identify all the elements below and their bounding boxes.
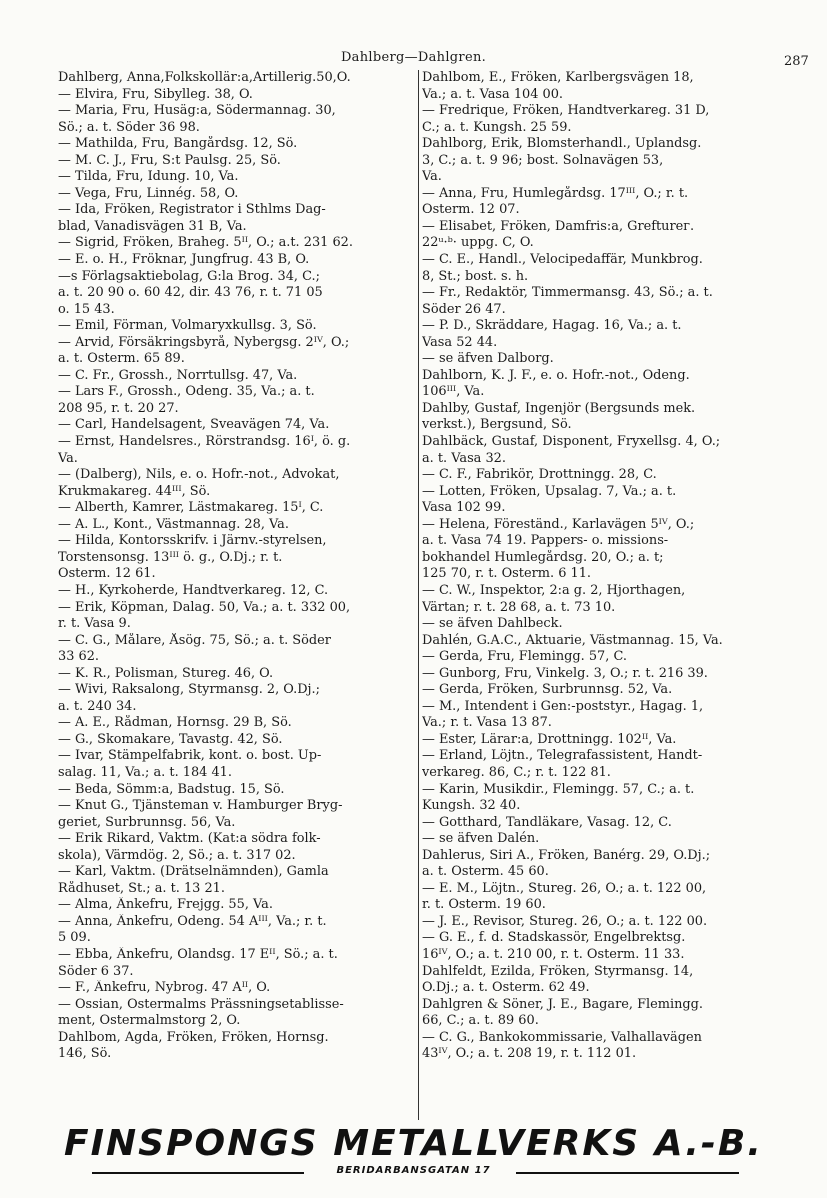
directory-entry-line: Österm. 12 61.	[58, 566, 156, 582]
directory-entry-line: — Sigrid, Fröken, Braheg. 5ᴵᴵ, Ö.; a.t. 231 62.	[58, 235, 353, 251]
directory-entry-line: — Fredrique, Fröken, Handtverkareg. 31 D,	[422, 103, 710, 119]
directory-entry-line: 3, C.; a. t. 9 96; bost. Solnavägen 53,	[422, 152, 664, 168]
directory-entry-line: — Gunborg, Fru, Vinkelg. 3, Ö.; r. t. 216 39.	[422, 665, 708, 681]
directory-entry-line: 66, C.; a. t. 89 60.	[422, 1013, 539, 1029]
directory-entry-line: Dahlborn, K. J. F., e. o. Hofr.-not., Odeng.	[422, 367, 690, 383]
directory-entry-line: Österm. 12 07.	[422, 202, 520, 218]
directory-entry-line: Vasa 102 99.	[422, 500, 506, 516]
directory-entry-line: — A. L., Kont., Västmannag. 28, Va.	[58, 516, 289, 532]
directory-entry-line: — G. E., f. d. Stadskassör, Engelbrektsg.	[422, 930, 686, 946]
directory-entry-line: r. t. Vasa 9.	[58, 616, 131, 632]
directory-entry-line: Sö.; a. t. Söder 36 98.	[58, 119, 200, 135]
directory-entry-line: bokhandel Humlegårdsg. 20, Ö.; a. t;	[422, 549, 664, 565]
directory-entry-line: — Gerda, Fröken, Surbrunnsg. 52, Va.	[422, 682, 673, 698]
directory-entry-line: — Gerda, Fru, Flemingg. 57, C.	[422, 649, 627, 665]
page-number: 287	[784, 54, 809, 69]
directory-entry-line: — Anna, Fru, Humlegårdsg. 17ᴵᴵᴵ, Ö.; r. t.	[422, 185, 689, 201]
left-column	[58, 70, 415, 1063]
directory-entry-line: 8, St.; bost. s. h.	[422, 268, 529, 284]
directory-entry-line: — Emil, Förman, Volmaryxkullsg. 3, Sö.	[58, 318, 317, 334]
directory-entry-line: Söder 26 47.	[422, 301, 506, 317]
directory-entry-line: Vasa 52 44.	[422, 334, 498, 350]
directory-entry-line: Dahlbäck, Gustaf, Disponent, Fryxellsg. 4, Ö.;	[422, 434, 721, 450]
directory-entry-line: a. t. 240 34.	[58, 698, 137, 714]
column-divider	[418, 70, 419, 1120]
right-column	[422, 70, 794, 1063]
directory-entry-line: — Ernst, Handelsres., Rörstrandsg. 16ᴵ, ö. g.	[58, 434, 351, 450]
directory-entry-line: — Anna, Änkefru, Odeng. 54 Aᴵᴵᴵ, Va.; r. t.	[58, 913, 327, 929]
directory-entry-line: — C. G., Målare, Åsög. 75, Sö.; a. t. Söder	[58, 632, 331, 648]
directory-entry-line: — Maria, Fru, Husäg:a, Södermannag. 30,	[58, 103, 336, 119]
directory-entry-line: — Ida, Fröken, Registrator i Sthlms Dag-	[58, 202, 326, 218]
directory-entry-line: r. t. Österm. 19 60.	[422, 897, 546, 913]
running-header: Dahlberg—Dahlgren.	[340, 50, 487, 65]
directory-entry-line: — Karl, Vaktm. (Drätselnämnden), Gamla	[58, 864, 329, 880]
directory-entry-line: — Ossian, Östermalms Prässningsetablisse-	[58, 996, 344, 1012]
directory-entry-line: a. t. 20 90 o. 60 42, dir. 43 76, r. t. 71 05	[58, 285, 323, 301]
directory-entry-line: — J. E., Revisor, Stureg. 26, Ö.; a. t. 122 00.	[422, 913, 708, 929]
advert-title: FINSPONGS METALLVERKS A.-B.	[64, 1123, 763, 1164]
directory-entry-line: — F., Änkefru, Nybrog. 47 Aᴵᴵ, Ö.	[58, 980, 271, 996]
directory-entry-line: — (Dalberg), Nils, e. o. Hofr.-not., Advokat,	[58, 467, 340, 483]
directory-entry-line: o. 15 43.	[58, 301, 115, 317]
directory-entry-line: — Wivi, Raksalong, Styrmansg. 2, Ö.Dj.;	[58, 682, 320, 698]
directory-entry-line: — Helena, Föreständ., Karlavägen 5ᴵⱽ, Ö.;	[422, 516, 695, 532]
directory-entry-line: Dahlfeldt, Ezilda, Fröken, Styrmansg. 14,	[422, 963, 694, 979]
directory-entry-line: — K. R., Polisman, Stureg. 46, Ö.	[58, 665, 274, 681]
directory-entry-line: Va.	[58, 450, 78, 466]
directory-entry-line: — Fr., Redaktör, Timmermansg. 43, Sö.; a. t.	[422, 285, 713, 301]
directory-entry-line: — E. M., Löjtn., Stureg. 26, Ö.; a. t. 122 00,	[422, 880, 707, 896]
directory-entry-line: — M. C. J., Fru, S:t Paulsg. 25, Sö.	[58, 152, 281, 168]
directory-entry-line: Torstensonsg. 13ᴵᴵᴵ ö. g., Ö.Dj.; r. t.	[58, 549, 283, 565]
directory-entry-line: verkareg. 86, C.; r. t. 122 81.	[422, 764, 611, 780]
directory-entry-line: — A. E., Rådman, Hornsg. 29 B, Sö.	[58, 715, 292, 731]
directory-entry-line: Dahlborg, Erik, Blomsterhandl., Uplandsg.	[422, 136, 702, 152]
directory-entry-line: salag. 11, Va.; a. t. 184 41.	[58, 764, 232, 780]
directory-entry-line: Dahlberg, Anna,Folkskollär:a,Artillerig.50,Ö.	[58, 70, 351, 85]
directory-entry-line: — Ester, Lärar:a, Drottningg. 102ᴵᴵ, Va.	[422, 731, 677, 747]
directory-entry-line: — Mathilda, Fru, Bangårdsg. 12, Sö.	[58, 136, 298, 152]
directory-entry-line: 208 95, r. t. 20 27.	[58, 400, 179, 416]
directory-entry-line: — Beda, Sömm:a, Badstug. 15, Sö.	[58, 781, 285, 797]
directory-entry-line: skola), Värmdög. 2, Sö.; a. t. 317 02.	[58, 847, 296, 863]
directory-entry-line: Krukmakareg. 44ᴵᴵᴵ, Sö.	[58, 483, 211, 499]
directory-entry-line: — C. E., Handl., Velocipedaffär, Munkbrog.	[422, 252, 703, 268]
directory-entry-line: — Alma, Änkefru, Frejgg. 55, Va.	[58, 897, 273, 913]
directory-entry-line: Rådhuset, St.; a. t. 13 21.	[58, 880, 225, 896]
directory-entry-line: — Carl, Handelsagent, Sveavägen 74, Va.	[58, 417, 330, 433]
directory-entry-line: — Hilda, Kontorsskrifv. i Järnv.-styrelsen,	[58, 533, 327, 549]
directory-entry-line: — Alberth, Kamrer, Lästmakareg. 15ᴵ, C.	[58, 500, 324, 516]
directory-entry-line: — M., Intendent i Gen:-poststyr., Hagag. 1,	[422, 698, 704, 714]
directory-entry-line: Dahlerus, Siri A., Fröken, Banérg. 29, Ö.Dj.;	[422, 847, 711, 863]
directory-entry-line: — Erland, Löjtn., Telegrafassistent, Handt-	[422, 748, 703, 764]
directory-entry-line: Dahlby, Gustaf, Ingenjör (Bergsunds mek.	[422, 400, 696, 416]
directory-entry-line: a. t. Österm. 65 89.	[58, 351, 185, 367]
directory-entry-line: Söder 6 37.	[58, 963, 134, 979]
directory-entry-line: — C. W., Inspektor, 2:a g. 2, Hjorthagen,	[422, 582, 686, 598]
directory-entry-line: 5 09.	[58, 930, 91, 946]
directory-entry-line: a. t. Österm. 45 60.	[422, 864, 549, 880]
directory-entry-line: ment, Östermalmstorg 2, Ö.	[58, 1013, 241, 1029]
directory-entry-line: — Karin, Musikdir., Flemingg. 57, C.; a. t.	[422, 781, 695, 797]
directory-entry-line: — H., Kyrkoherde, Handtverkareg. 12, C.	[58, 582, 329, 598]
advert-rule-right	[516, 1172, 739, 1174]
directory-entry-line: Värtan; r. t. 28 68, a. t. 73 10.	[422, 599, 616, 615]
directory-entry-line: — Lotten, Fröken, Upsalag. 7, Va.; a. t.	[422, 483, 677, 499]
directory-entry-line: Ö.Dj.; a. t. Österm. 62 49.	[422, 980, 590, 996]
directory-entry-line: Va.	[422, 169, 442, 185]
directory-entry-line: — se äfven Dalborg.	[422, 351, 554, 367]
advertisement	[0, 1124, 827, 1179]
directory-entry-line: Dahlén, G.A.C., Aktuarie, Västmannag. 15, Va.	[422, 632, 723, 648]
directory-entry-line: 146, Sö.	[58, 1046, 112, 1062]
directory-entry-line: — Elisabet, Fröken, Damfris:a, Grefturег.	[422, 218, 695, 234]
directory-entry-line: Va.; r. t. Vasa 13 87.	[422, 715, 552, 731]
directory-entry-line: — Ebba, Änkefru, Ölandsg. 17 Eᴵᴵ, Sö.; a. t.	[58, 946, 338, 962]
directory-entry-line: — Knut G., Tjänsteman v. Hamburger Bryg-	[58, 798, 343, 814]
directory-entry-line: Kungsh. 32 40.	[422, 798, 521, 814]
directory-entry-line: 106ᴵᴵᴵ, Va.	[422, 384, 485, 400]
directory-entry-line: 22ᵘ·ᵇ· uppg. C, Ö.	[422, 235, 534, 251]
directory-entry-line: — C. G., Bankokommissarie, Valhallavägen	[422, 1029, 702, 1045]
directory-entry-line: Dahlgren & Söner, J. E., Bagare, Flemingg.	[422, 996, 704, 1012]
directory-entry-line: — G., Skomakare, Tavastg. 42, Sö.	[58, 731, 283, 747]
directory-entry-line: — se äfven Dalén.	[422, 831, 540, 847]
directory-entry-line: — se äfven Dahlbeck.	[422, 616, 563, 632]
directory-entry-line: — Tilda, Fru, Idung. 10, Va.	[58, 169, 239, 185]
directory-entry-line: geriet, Surbrunnsg. 56, Va.	[58, 814, 236, 830]
directory-entry-line: a. t. Vasa 74 19. Pappers- o. missions-	[422, 533, 669, 549]
directory-entry-line: Dahlbom, Agda, Fröken, Fröken, Hornsg.	[58, 1029, 329, 1045]
directory-entry-line: —s Förlagsaktiebolag, G:la Brog. 34, C.;	[58, 268, 320, 284]
directory-entry-line: 125 70, r. t. Österm. 6 11.	[422, 566, 591, 582]
directory-entry-line: — Erik, Köpman, Dalag. 50, Va.; a. t. 332 00,	[58, 599, 351, 615]
directory-entry-line: — C. Fr., Grossh., Norrtullsg. 47, Va.	[58, 367, 298, 383]
directory-entry-line: — Ivar, Stämpelfabrik, kont. o. bost. Up-	[58, 748, 322, 764]
directory-entry-line: C.; a. t. Kungsh. 25 59.	[422, 119, 572, 135]
directory-entry-line: — E. o. H., Fröknar, Jungfrug. 43 B, Ö.	[58, 252, 310, 268]
directory-entry-line: — Arvid, Försäkringsbyrå, Nybergsg. 2ᴵⱽ, Ö.;	[58, 334, 350, 350]
directory-entry-line: 43ᴵⱽ, Ö.; a. t. 208 19, r. t. 112 01.	[422, 1046, 637, 1062]
directory-entry-line: verkst.), Bergsund, Sö.	[422, 417, 572, 433]
directory-entry-line: — Vega, Fru, Linnég. 58, Ö.	[58, 185, 239, 201]
advert-address: BERIDARBANSGATAN 17	[336, 1165, 491, 1176]
directory-entry-line: — P. D., Skräddare, Hagag. 16, Va.; a. t.	[422, 318, 682, 334]
directory-entry-line: — C. F., Fabrikör, Drottningg. 28, C.	[422, 467, 657, 483]
directory-entry-line: blad, Vanadisvägen 31 B, Va.	[58, 218, 247, 234]
directory-entry-line: — Lars F., Grossh., Odeng. 35, Va.; a. t.	[58, 384, 315, 400]
directory-entry-line: Dahlbom, E., Fröken, Karlbergsvägen 18,	[422, 70, 694, 85]
directory-entry-line: 33 62.	[58, 649, 100, 665]
directory-entry-line: — Elvira, Fru, Sibylleg. 38, Ö.	[58, 86, 253, 102]
directory-entry-line: — Erik Rikard, Vaktm. (Kat:a södra folk-	[58, 831, 321, 847]
directory-entry-line: 16ᴵⱽ, Ö.; a. t. 210 00, r. t. Österm. 11 33.	[422, 946, 685, 962]
directory-entry-line: a. t. Vasa 32.	[422, 450, 506, 466]
directory-entry-line: Va.; a. t. Vasa 104 00.	[422, 86, 564, 102]
directory-entry-line: — Gotthard, Tandläkare, Vasag. 12, C.	[422, 814, 672, 830]
